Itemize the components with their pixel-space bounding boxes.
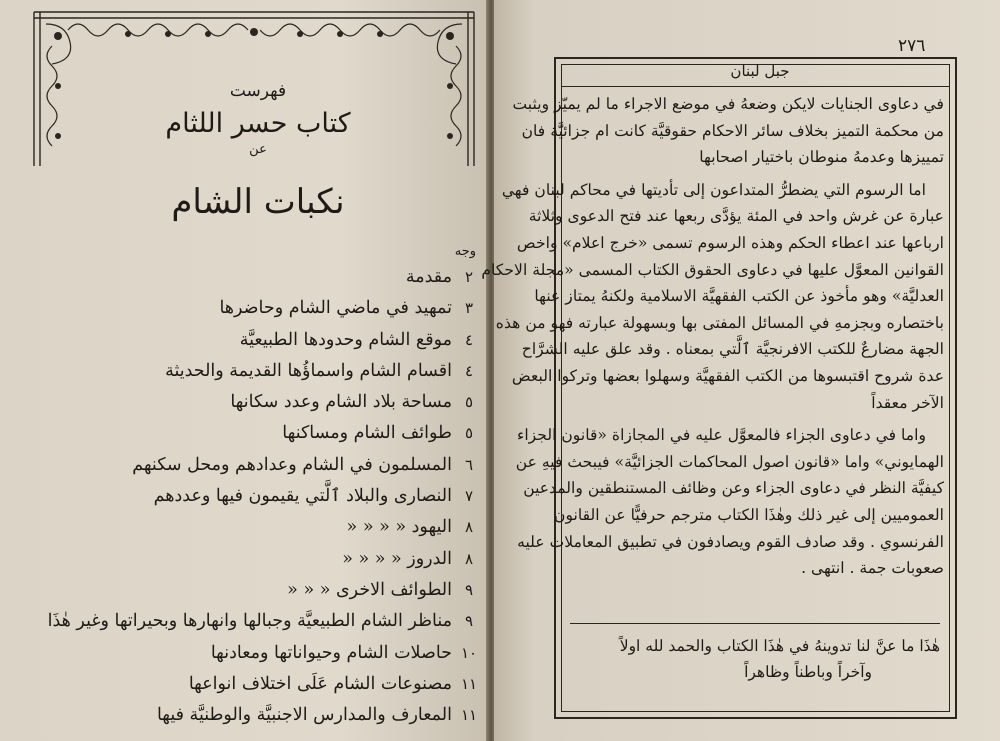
closing-rule: [570, 623, 940, 624]
closing-line: هٰذَا ما عنَّ لنا تدوينهُ في هٰذَا الكتاب والحمد لله اولاً: [619, 637, 940, 655]
toc-title: الطوائف الاخرى « « «: [287, 579, 452, 600]
text-line: العدليَّة» وهو مأخوذ عن الكتب الفقهيَّة الاسلامية ولكنهُ يمتاز عنها: [534, 287, 944, 306]
text-line: ارباعها عند اعطاء الحكم وهذه الرسوم تسمى «خرج اعلام» واخص: [516, 233, 944, 252]
text-line: اما الرسوم التي يضطرُّ المتداعون إلى تأديتها في محاكم لبنان فهي: [501, 180, 926, 199]
toc-entry: [40, 512, 486, 543]
index-heading: فهرست: [229, 81, 287, 101]
text-line: الآخر معقداً: [871, 393, 944, 412]
header-rule: [562, 86, 950, 87]
toc-title: مصنوعات الشام عَلَى اختلاف انواعها: [188, 673, 452, 694]
toc-entry: [40, 387, 486, 418]
toc-entry: [40, 293, 486, 324]
book-subtitle: نكبات الشام: [171, 182, 345, 222]
toc-entry: [40, 575, 486, 606]
text-line: القوانين المعوَّل عليها في دعاوى الحقوق الكتاب المسمى «مجلة الاحكام: [481, 260, 944, 279]
text-line: الجهة مضارعٌ للكتب الافرنجيَّة ٱلَّتي بمعناه . وقد علق عليه الشرَّاح: [521, 340, 944, 359]
text-line: الفرنسوي . وقد صادف القوم ويصادفون في تطبيق المعاملات عليه: [517, 532, 944, 551]
text-line: كيفيَّة النظر في دعاوى الجزاء وعن وظائف المستنطقين والمدعين: [523, 479, 944, 498]
running-head: جبل لبنان: [730, 62, 790, 80]
text-line: العموميين إلى غير ذلك وهٰذَا الكتاب مترجم حرفيًّا عن القانون: [554, 505, 944, 524]
toc-page-number: ٨: [464, 549, 474, 568]
toc-title: الدروز « « « «: [342, 548, 452, 569]
toc-page-number: ١١: [460, 706, 478, 725]
text-line: الهمايوني» واما «قانون اصول المحاكمات الجزائيَّة» فيبحث فيهِ عن: [515, 452, 944, 471]
toc-page-number: ٢: [464, 268, 474, 286]
toc-entry: [40, 544, 486, 575]
toc-entry: [40, 700, 486, 731]
toc-title: المعارف والمدارس الاجنبيَّة والوطنيَّة فيها: [156, 705, 452, 726]
toc-entry: [40, 606, 486, 637]
title-preposition: عن: [249, 142, 267, 157]
book-title: كتاب حسر اللثام: [165, 108, 351, 139]
toc-title: مساحة بلاد الشام وعدد سكانها: [230, 392, 452, 413]
toc-entry: [40, 638, 486, 669]
paragraph: [515, 422, 944, 582]
toc-title: اقسام الشام واسماؤُها القديمة والحديثة: [165, 360, 452, 381]
left-page: [0, 0, 488, 741]
toc-page-number: ٤: [464, 330, 474, 349]
paragraph: [512, 91, 944, 171]
toc-entry: [40, 418, 486, 449]
text-line: من محكمة التميز بخلاف سائر الاحكام حقوقيَّة كانت ام جزائيَّة فان: [521, 121, 944, 140]
closing-text: [590, 633, 940, 685]
toc-title: المسلمون في الشام وعدادهم ومحل سكنهم: [132, 454, 452, 475]
toc-title: مقدمة: [405, 267, 452, 287]
toc-page-number: ٧: [464, 487, 474, 506]
toc-title: تمهيد في ماضي الشام وحاضرها: [219, 298, 452, 319]
toc-entry: [40, 669, 486, 700]
toc-entry: [40, 356, 486, 387]
toc-title: مناظر الشام الطبيعيَّة وجبالها وانهارها وبحيراتها وغير هٰذَا: [47, 611, 452, 632]
toc-page-number: ٩: [464, 612, 474, 631]
text-line: واما في دعاوى الجزاء فالمعوَّل عليه في المجازاة «قانون الجزاء: [516, 426, 926, 445]
toc-title: اليهود « « « «: [346, 517, 452, 538]
toc-title: طوائف الشام ومساكنها: [282, 423, 452, 444]
toc-page-number: ٥: [464, 424, 474, 443]
text-line: باختصاره وبجزمهِ في المسائل المفتى بها وبسهولة عبارته فهو من هذه: [495, 313, 944, 332]
title-block: [128, 80, 388, 224]
toc-title: موقع الشام وحدودها الطبيعيَّة: [239, 329, 452, 350]
toc-page-number: ٤: [464, 361, 474, 380]
toc-entry: [40, 450, 486, 481]
text-line: صعوبات جمة . انتهى .: [801, 559, 944, 578]
toc-page-number: ١٠: [460, 643, 478, 662]
toc-title: حاصلات الشام وحيواناتها ومعادنها: [210, 642, 452, 663]
body-text: [481, 91, 944, 582]
text-line: عدة شروح اقتبسوها من الكتب الفقهيَّة وسهلوا بعضها وتركوا البعض: [511, 366, 944, 385]
toc-entry: [40, 262, 486, 293]
page-number: ٢٧٦: [898, 36, 926, 56]
closing-line: وآخراً وباطناً وظاهراً: [744, 663, 872, 681]
toc-page-number: ٩: [464, 580, 474, 599]
text-line: تمييزها وعدمهُ منوطان باختيار اصحابها: [699, 148, 944, 167]
toc-entry: [40, 481, 486, 512]
paragraph: [481, 177, 944, 416]
toc-page-number: ٣: [464, 299, 474, 318]
toc-page-number: ٥: [464, 393, 474, 412]
toc-page-number: ٨: [464, 518, 474, 537]
toc-page-number: ٦: [464, 455, 474, 474]
page-column-label: وجه: [454, 244, 476, 259]
toc-page-number: ١١: [460, 674, 478, 693]
table-of-contents: [40, 262, 486, 731]
text-line: في دعاوى الجنايات لايكن وضعهُ في موضع الاجراء ما لم يميّز ويثبت: [512, 95, 944, 113]
toc-title: النصارى والبلاد ٱلَّتي يقيمون فيها وعددهم: [153, 486, 452, 507]
toc-entry: [40, 325, 486, 356]
text-line: عبارة عن غرش واحد في المئة يؤدَّى ربعها عند فتح الدعوى وثلاثة: [528, 207, 944, 226]
